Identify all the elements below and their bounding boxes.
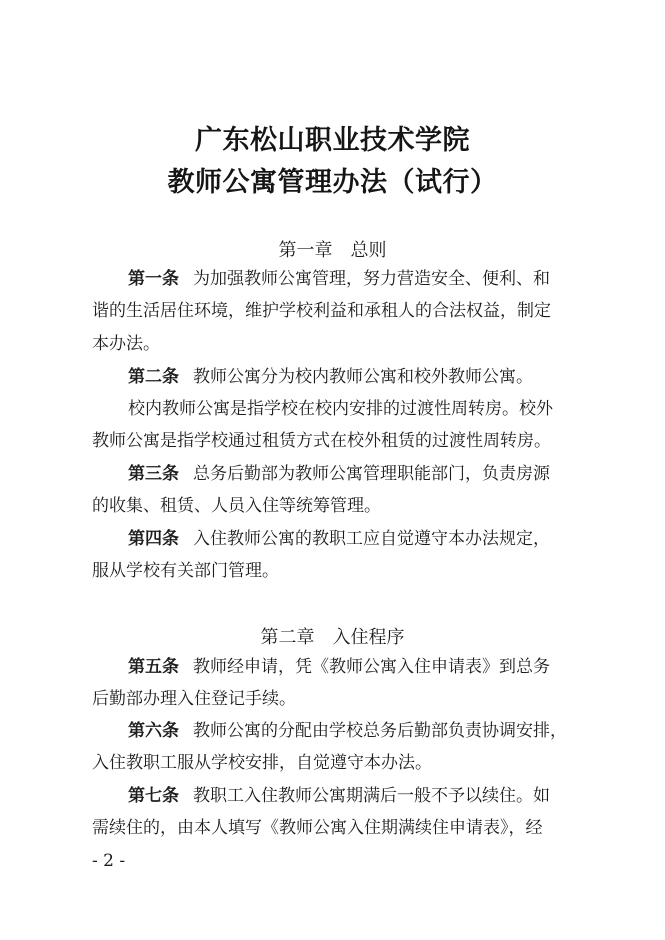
article-2-line-1	[128, 366, 628, 388]
article-3-line-2: 的收集、租赁、人员入住等统筹管理。	[92, 496, 381, 516]
article-1-line-2: 谐的生活居住环境，维护学校利益和承租人的合法权益，制定	[92, 301, 551, 321]
article-5-line-1	[128, 656, 628, 678]
paragraph-text: 为加强教师公寓管理，努力营造安全、便利、和	[193, 269, 550, 289]
article-6-line-2: 入住教职工服从学校安排，自觉遵守本办法。	[92, 753, 432, 773]
article-label: 第三条	[128, 464, 179, 484]
chapter-number: 第二章	[260, 627, 315, 648]
chapter-name: 入住程序	[332, 627, 405, 648]
article-label: 第五条	[128, 657, 179, 677]
chapter-number: 第一章	[278, 240, 333, 261]
article-4-line-1	[128, 528, 628, 550]
chapter-heading-1	[0, 236, 665, 262]
article-label: 第四条	[128, 529, 179, 549]
article-7-line-2: 需续住的，由本人填写《教师公寓入住期满续住申请表》，经	[92, 818, 543, 838]
article-2-paragraph-line-2: 教师公寓是指学校通过租赁方式在校外租赁的过渡性周转房。	[92, 431, 551, 451]
article-label: 第一条	[128, 269, 179, 289]
article-label: 第六条	[128, 721, 179, 741]
paragraph-text: 教师经申请，凭《教师公寓入住申请表》到总务	[193, 657, 550, 677]
document-title-regulation: 教师公寓管理办法（试行）	[167, 167, 498, 198]
article-7-line-1	[128, 785, 628, 807]
paragraph-text: 入住教师公寓的教职工应自觉遵守本办法规定，	[193, 529, 550, 549]
document-title-institution: 广东松山职业技术学院	[195, 125, 470, 156]
paragraph-text: 教职工入住教师公寓期满后一般不予以续住。如	[193, 786, 550, 806]
article-1-line-3: 本办法。	[92, 334, 160, 354]
paragraph-text: 总务后勤部为教师公寓管理职能部门，负责房源	[193, 464, 550, 484]
chapter-name: 总则	[350, 240, 387, 261]
article-2-paragraph-line-1: 校内教师公寓是指学校在校内安排的过渡性周转房。校外	[128, 399, 553, 419]
paragraph-text: 教师公寓的分配由学校总务后勤部负责协调安排，	[193, 721, 567, 741]
article-1-line-1	[128, 268, 628, 290]
article-4-line-2: 服从学校有关部门管理。	[92, 561, 279, 581]
article-5-line-2: 后勤部办理入住登记手续。	[92, 689, 296, 709]
chapter-heading-2	[0, 623, 665, 649]
article-label: 第七条	[128, 786, 179, 806]
article-3-line-1	[128, 463, 628, 485]
article-6-line-1	[128, 720, 628, 742]
article-label: 第二条	[128, 367, 179, 387]
paragraph-text: 教师公寓分为校内教师公寓和校外教师公寓。	[193, 367, 533, 387]
page-number: - 2 -	[92, 851, 126, 871]
